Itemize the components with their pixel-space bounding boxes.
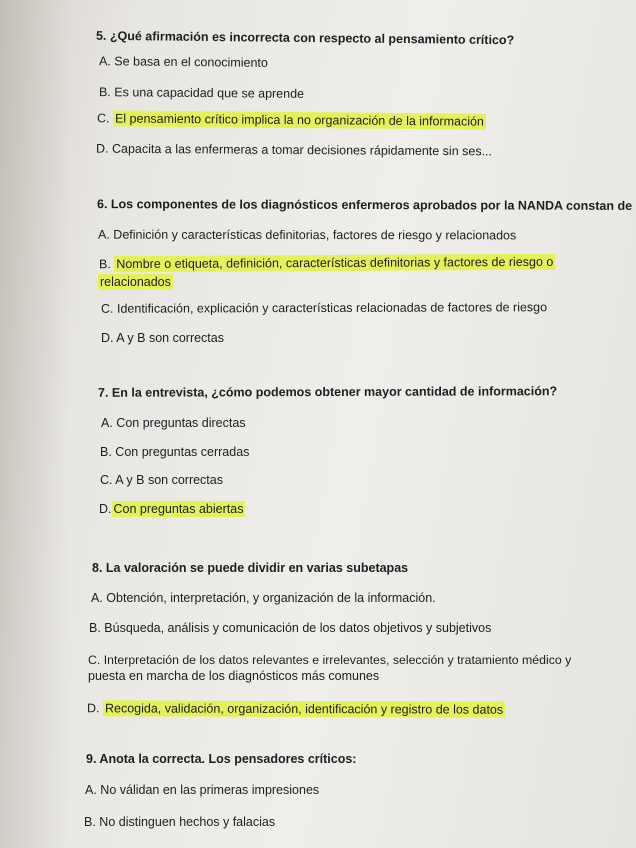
- q7-option-b: [100, 444, 249, 460]
- highlighted-answer: El pensamiento crítico implica la no organización de la información: [113, 110, 486, 129]
- option-text: Con preguntas cerradas: [115, 445, 250, 459]
- option-prefix: C.: [96, 111, 110, 126]
- option-prefix: A.: [91, 591, 103, 605]
- q7-option-a: [101, 415, 246, 431]
- page-shadow: [0, 0, 70, 848]
- q8-option-a: [91, 590, 436, 606]
- option-prefix: D.: [101, 331, 114, 345]
- q8-option-c: [88, 652, 571, 668]
- option-text: Identificación, explicación y características relacionadas de factores de riesgo: [116, 300, 548, 316]
- q6-option-a: [98, 227, 516, 244]
- q9-option-a: [85, 782, 319, 798]
- option-prefix: B.: [98, 257, 111, 272]
- q6-option-b: [99, 254, 555, 272]
- option-prefix: B.: [84, 815, 96, 829]
- option-text: Búsqueda, análisis y comunicación de los datos objetivos y subjetivos: [104, 621, 492, 635]
- q6-option-d: [101, 330, 224, 346]
- question-6-title: 6. Los componentes de los diagnósticos enfermeros aprobados por la NANDA constan de: [96, 197, 633, 213]
- option-prefix: B.: [98, 85, 111, 100]
- question-9-title: 9. Anota la correcta. Los pensadores críticos:: [86, 752, 357, 766]
- option-prefix: C.: [100, 301, 114, 316]
- highlighted-answer: Con preguntas abiertas: [113, 502, 244, 516]
- option-text: A y B son correctas: [116, 331, 224, 345]
- q6-option-c: [101, 299, 547, 317]
- option-text: A y B son correctas: [115, 473, 223, 487]
- option-prefix: D.: [86, 701, 100, 716]
- q5-option-a: [99, 53, 268, 71]
- option-prefix: A.: [85, 783, 97, 797]
- q9-option-b: [84, 814, 275, 830]
- question-7-title: 7. En la entrevista, ¿cómo podemos obtener mayor cantidad de información?: [97, 384, 558, 400]
- question-8-title: 8. La valoración se puede dividir en varias subetapas: [92, 561, 409, 575]
- option-text: Definición y características definitorias, factores de riesgo y relacionados: [113, 227, 517, 243]
- option-prefix: D.: [99, 502, 112, 516]
- option-text: Interpretación de los datos relevantes e irrelevantes, selección y tratamiento médico y: [103, 653, 572, 667]
- option-text: Capacita a las enfermeras a tomar decisiones rápidamente sin ses...: [111, 141, 493, 159]
- highlighted-answer: Nombre o etiqueta, definición, características definitorias y factores de riesgo o: [114, 254, 555, 272]
- option-text: Es una capacidad que se aprende: [114, 85, 305, 101]
- option-prefix: B.: [100, 445, 112, 459]
- option-text: No válidan en las primeras impresiones: [100, 783, 320, 797]
- q5-option-b: [99, 84, 304, 102]
- q7-option-d: [99, 501, 245, 517]
- q8-option-c-continuation: puesta en marcha de los diagnósticos más comunes: [88, 669, 380, 683]
- option-text: No distinguen hechos y falacias: [99, 815, 276, 829]
- q8-option-d: [87, 700, 505, 717]
- option-text: Con preguntas directas: [116, 416, 246, 430]
- option-prefix: A.: [101, 416, 113, 430]
- option-prefix: D.: [95, 141, 109, 156]
- option-prefix: B.: [89, 621, 101, 635]
- option-text: Obtención, interpretación, y organización de la información.: [106, 591, 436, 605]
- highlighted-answer-continuation: relacionados: [100, 275, 171, 289]
- q5-option-d: [96, 141, 492, 160]
- option-prefix: A.: [97, 227, 110, 242]
- option-prefix: C.: [100, 473, 113, 487]
- option-prefix: A.: [98, 54, 111, 69]
- highlighted-answer: Recogida, validación, organización, identificación y registro de los datos: [103, 700, 505, 717]
- question-5-title: 5. ¿Qué afirmación es incorrecta con respecto al pensamiento crítico?: [95, 28, 515, 48]
- q6-option-b-continuation: [98, 274, 173, 290]
- q7-option-c: [100, 472, 223, 488]
- q5-option-c: [97, 110, 486, 129]
- q8-option-b: [89, 620, 491, 636]
- option-text: Se basa en el conocimiento: [114, 54, 268, 70]
- option-prefix: C.: [88, 653, 101, 667]
